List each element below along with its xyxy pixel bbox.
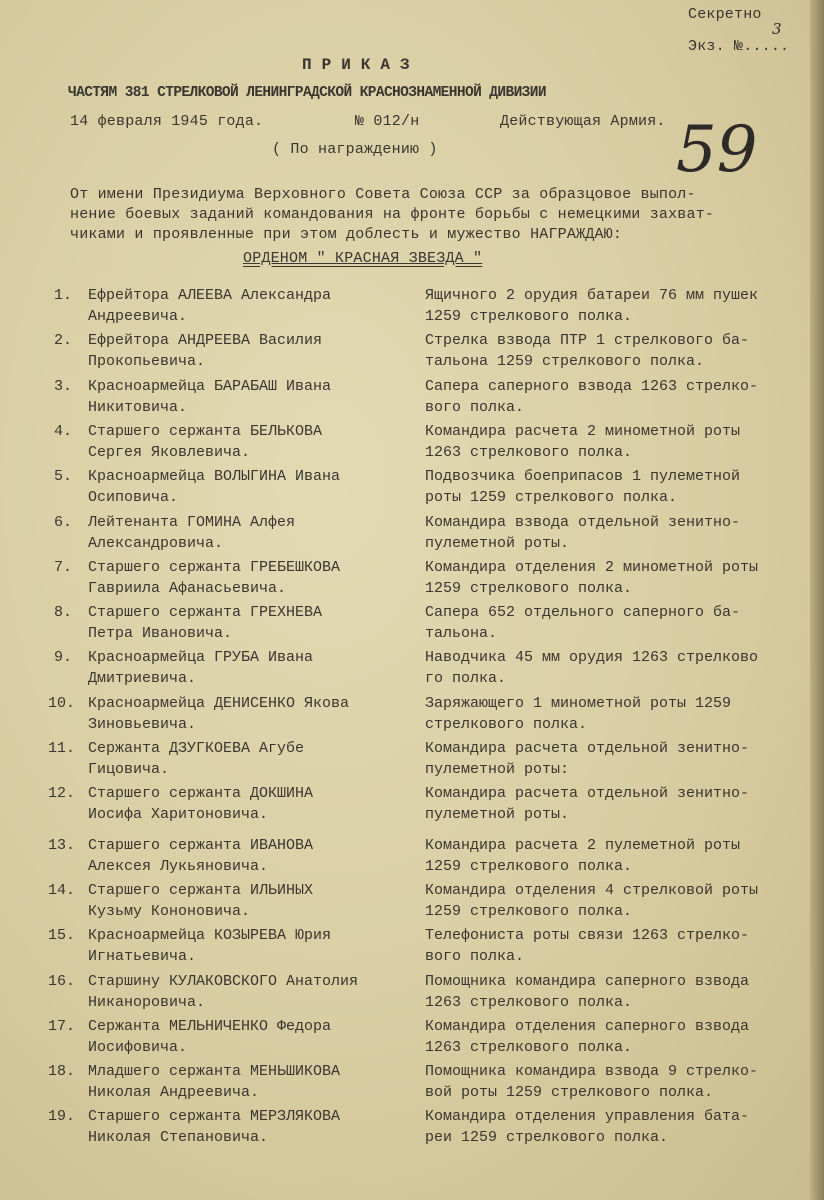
- recipient-name: Сержанта МЕЛЬНИЧЕНКО Федора: [88, 1017, 332, 1035]
- order-subject: ( По награждению ): [272, 141, 438, 158]
- list-item: [0, 514, 824, 558]
- recipient-position: роты 1259 стрелкового полка.: [425, 489, 678, 507]
- recipient-position: го полка.: [425, 670, 507, 688]
- recipient-position: 1263 стрелкового полка.: [425, 993, 633, 1011]
- list-item: [0, 927, 824, 971]
- recipient-name: Никитовича.: [88, 398, 188, 416]
- recipient-name: Старшего сержанта ДОКШИНА: [88, 785, 314, 803]
- recipient-position: Командира расчета 2 пулеметной роты: [425, 836, 741, 854]
- recipient-position: Наводчика 45 мм орудия 1263 стрелково: [425, 649, 759, 667]
- entry-number: 11.: [48, 740, 76, 757]
- recipient-position: тальона 1259 стрелкового полка.: [425, 353, 705, 371]
- recipient-position: Командира отделения 4 стрелковой роты: [425, 881, 759, 899]
- entry-number: 5.: [54, 468, 73, 486]
- recipient-name: Старшего сержанта МЕРЗЛЯКОВА: [88, 1108, 341, 1126]
- secrecy-mark: Секретно: [688, 6, 762, 23]
- list-item: [0, 1108, 824, 1152]
- recipient-position: вой роты 1259 стрелкового полка.: [425, 1084, 714, 1102]
- recipient-name: Лейтенанта ГОМИНА Алфея: [88, 513, 296, 531]
- recipient-name: Николая Степановича.: [88, 1129, 269, 1147]
- recipient-name: Младшего сержанта МЕНЬШИКОВА: [88, 1063, 341, 1081]
- order-location: Действующая Армия.: [500, 113, 666, 130]
- entry-number: 4.: [54, 422, 73, 440]
- recipient-name: Ефрейтора АЛЕЕВА Александра: [88, 287, 332, 304]
- recipient-name: Николая Андреевича.: [88, 1084, 260, 1102]
- recipient-name: Красноармейца ГРУБА Ивана: [88, 649, 314, 667]
- recipient-name: Петра Ивановича.: [88, 625, 233, 643]
- recipient-name: Старшего сержанта ГРЕХНЕВА: [88, 604, 323, 622]
- recipient-position: 1259 стрелкового полка.: [425, 308, 633, 325]
- list-item: [0, 695, 824, 739]
- entry-number: 2.: [54, 332, 73, 350]
- recipient-name: Старшину КУЛАКОВСКОГО Анатолия: [88, 972, 359, 990]
- list-item: [0, 332, 824, 376]
- recipient-name: Зиновьевича.: [88, 715, 197, 733]
- recipient-name: Иосифа Харитоновича.: [88, 806, 269, 824]
- recipient-position: Сапера саперного взвода 1263 стрелко-: [425, 377, 759, 395]
- recipient-position: Командира отделения саперного взвода: [425, 1017, 750, 1035]
- preamble-line: От имени Президиума Верховного Совета Союза ССР за образцовое выпол-: [70, 186, 696, 203]
- entry-number: 9.: [54, 649, 73, 667]
- award-title: ОРДЕНОМ " КРАСНАЯ ЗВЕЗДА ": [243, 250, 483, 267]
- entry-number: 7.: [54, 558, 73, 576]
- recipient-name: Красноармейца БАРАБАШ Ивана: [88, 377, 332, 395]
- recipient-position: Командира отделения управления бата-: [425, 1108, 750, 1126]
- recipient-position: реи 1259 стрелкового полка.: [425, 1129, 669, 1147]
- entry-number: 14.: [48, 881, 76, 899]
- list-item: [0, 649, 824, 693]
- recipient-position: стрелкового полка.: [425, 715, 588, 733]
- recipient-position: Помощника командира саперного взвода: [425, 972, 750, 990]
- recipient-name: Старшего сержанта ИВАНОВА: [88, 836, 314, 854]
- order-number: № 012/н: [355, 113, 420, 130]
- order-date: 14 февраля 1945 года.: [70, 113, 264, 130]
- entry-number: 16.: [48, 972, 76, 990]
- preamble-line: нение боевых заданий командования на фронте борьбы с немецкими захват-: [70, 206, 715, 223]
- list-item: [0, 973, 824, 1017]
- recipient-position: Стрелка взвода ПТР 1 стрелкового ба-: [425, 332, 750, 350]
- recipient-name: Красноармейца ВОЛЫГИНА Ивана: [88, 468, 341, 486]
- list-item: [0, 785, 824, 829]
- list-item: [0, 378, 824, 422]
- recipient-name: Осиповича.: [88, 489, 179, 507]
- recipient-name: Сержанта ДЗУГКОЕВА Агубе: [88, 740, 305, 757]
- recipient-name: Иосифовича.: [88, 1038, 188, 1056]
- recipient-position: Командира расчета отдельной зенитно-: [425, 785, 750, 803]
- entry-number: 10.: [48, 694, 76, 712]
- recipient-position: тальона.: [425, 625, 498, 643]
- list-item: [0, 837, 824, 881]
- recipient-position: 1263 стрелкового полка.: [425, 443, 633, 461]
- recipient-position: Подвозчика боеприпасов 1 пулеметной: [425, 468, 741, 486]
- recipient-name: Красноармейца КОЗЫРЕВА Юрия: [88, 927, 332, 945]
- recipient-name: Гавриила Афанасьевича.: [88, 579, 287, 597]
- recipient-name: Гицовича.: [88, 761, 170, 778]
- recipient-position: 1259 стрелкового полка.: [425, 579, 633, 597]
- recipient-position: Ящичного 2 орудия батареи 76 мм пушек: [425, 287, 759, 304]
- recipient-name: Ефрейтора АНДРЕЕВА Василия: [88, 332, 323, 350]
- entry-number: 3.: [54, 377, 73, 395]
- recipient-name: Дмитриевича.: [88, 670, 197, 688]
- recipient-position: пулеметной роты.: [425, 534, 570, 552]
- recipient-position: Телефониста роты связи 1263 стрелко-: [425, 927, 750, 945]
- recipient-name: Андреевича.: [88, 308, 188, 325]
- recipient-name: Кузьму Кононовича.: [88, 902, 251, 920]
- entry-number: 8.: [54, 604, 73, 622]
- entry-number: 13.: [48, 836, 76, 854]
- list-item: [0, 287, 824, 331]
- entry-number: 17.: [48, 1017, 76, 1035]
- list-item: [0, 1063, 824, 1107]
- recipient-name: Сергея Яковлевича.: [88, 443, 251, 461]
- entry-number: 15.: [48, 927, 76, 945]
- recipient-name: Никаноровича.: [88, 993, 206, 1011]
- recipient-name: Старшего сержанта ИЛЬИНЫХ: [88, 881, 314, 899]
- recipient-position: пулеметной роты:: [425, 761, 570, 778]
- list-item: [0, 423, 824, 467]
- recipient-name: Александровича.: [88, 534, 224, 552]
- document-title: П Р И К А З: [302, 56, 410, 74]
- recipient-name: Алексея Лукьяновича.: [88, 857, 269, 875]
- recipient-position: Командира расчета отдельной зенитно-: [425, 740, 750, 757]
- entry-number: 18.: [48, 1063, 76, 1081]
- list-item: [0, 882, 824, 926]
- preamble-line: чиками и проявленные при этом доблесть и мужество НАГРАЖДАЮ:: [70, 226, 623, 243]
- recipient-position: Помощника командира взвода 9 стрелко-: [425, 1063, 759, 1081]
- entry-number: 1.: [54, 287, 73, 304]
- recipient-position: пулеметной роты.: [425, 806, 570, 824]
- recipient-name: Игнатьевича.: [88, 948, 197, 966]
- recipient-position: Заряжающего 1 минометной роты 1259: [425, 694, 732, 712]
- recipient-position: Командира отделения 2 минометной роты: [425, 558, 759, 576]
- recipient-name: Красноармейца ДЕНИСЕНКО Якова: [88, 694, 350, 712]
- list-item: [0, 559, 824, 603]
- recipient-position: вого полка.: [425, 398, 525, 416]
- recipient-position: 1259 стрелкового полка.: [425, 857, 633, 875]
- recipient-position: 1263 стрелкового полка.: [425, 1038, 633, 1056]
- recipient-position: вого полка.: [425, 948, 525, 966]
- recipient-position: Командира расчета 2 минометной роты: [425, 422, 741, 440]
- entry-number: 12.: [48, 785, 76, 803]
- recipient-position: 1259 стрелкового полка.: [425, 902, 633, 920]
- addressee: ЧАСТЯМ 381 СТРЕЛКОВОЙ ЛЕНИНГРАДСКОЙ КРАСНОЗНАМЕННОЙ ДИВИЗИИ: [68, 85, 546, 101]
- recipient-name: Старшего сержанта ГРЕБЕШКОВА: [88, 558, 341, 576]
- copy-number: 3: [772, 20, 782, 38]
- recipient-position: Сапера 652 отдельного саперного ба-: [425, 604, 741, 622]
- list-item: [0, 740, 824, 784]
- list-item: [0, 468, 824, 512]
- recipient-name: Прокопьевича.: [88, 353, 206, 371]
- entry-number: 6.: [54, 513, 73, 531]
- list-item: [0, 1018, 824, 1062]
- recipient-position: Командира взвода отдельной зенитно-: [425, 513, 741, 531]
- list-item: [0, 604, 824, 648]
- entry-number: 19.: [48, 1108, 76, 1126]
- handwritten-number: 59: [676, 113, 758, 187]
- copy-label: Экз. №.....: [688, 38, 790, 55]
- recipient-name: Старшего сержанта БЕЛЬКОВА: [88, 422, 323, 440]
